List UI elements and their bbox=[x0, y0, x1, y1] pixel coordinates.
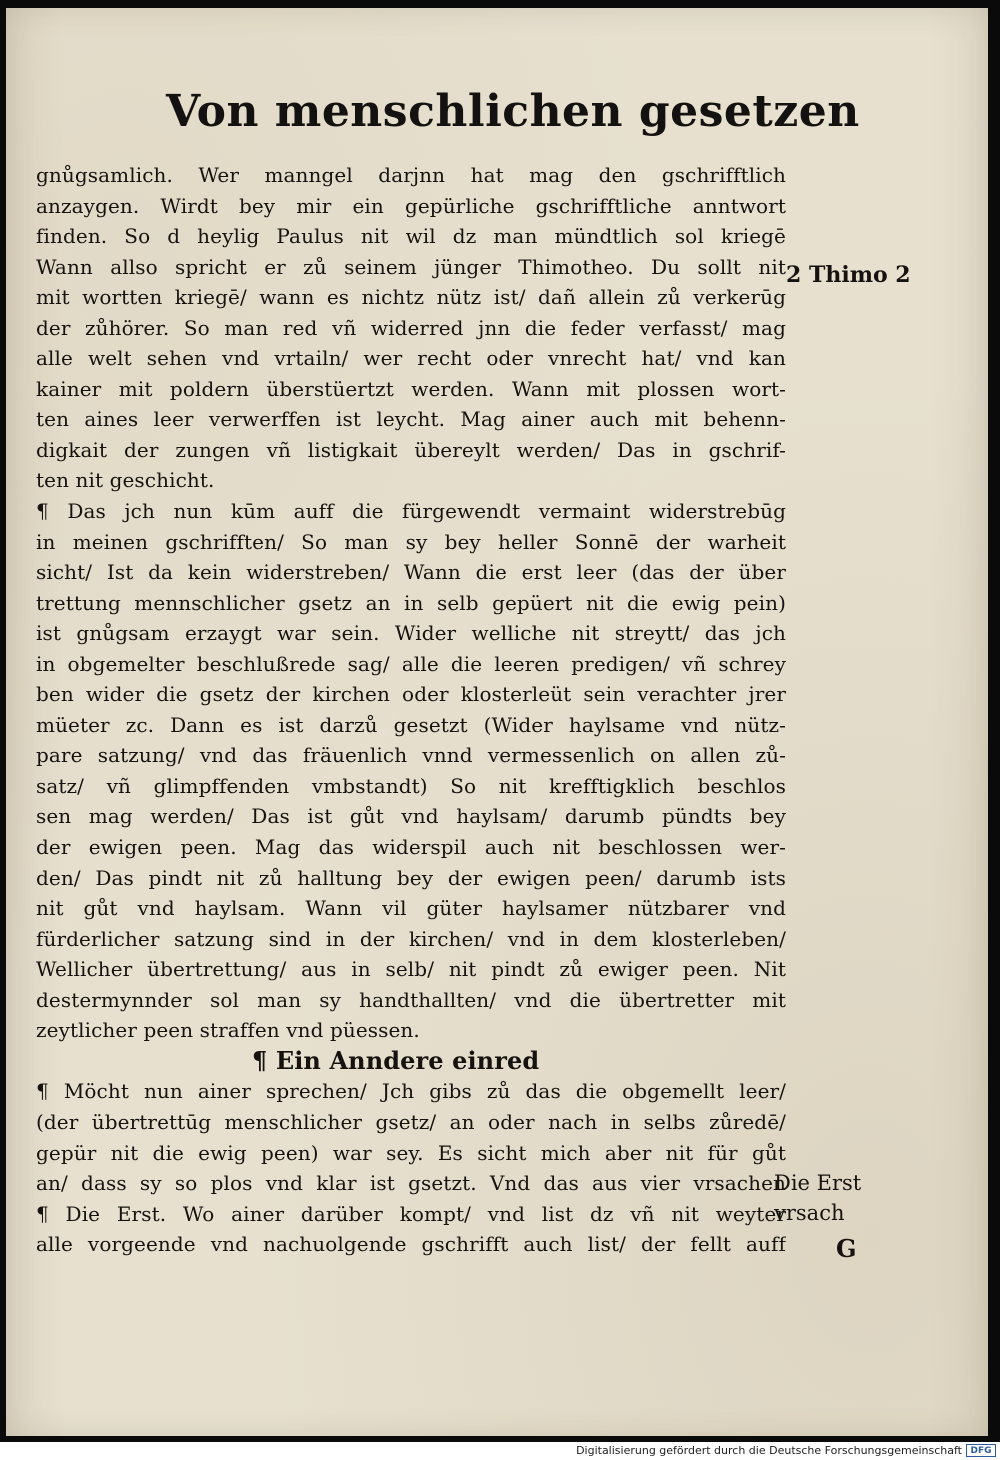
text-line: ¶ Das jch nun kūm auff die fürgewendt vermaint widerstrebūg bbox=[36, 499, 786, 524]
section-heading: ¶ Ein Anndere einred bbox=[252, 1045, 540, 1075]
margin-note-erst-line: vrsach bbox=[774, 1201, 845, 1225]
text-line: (der übertrettūg menschlicher gsetz/ an oder nach in selbs zůredē/ bbox=[36, 1109, 786, 1134]
text-line: in meinen gschrifften/ So man sy bey heller Sonnē der warheit bbox=[36, 529, 786, 554]
text-line: Wellicher übertrettung/ aus in selb/ nit pindt zů ewiger peen. Nit bbox=[36, 957, 786, 982]
text-line: pare satzung/ vnd das fräuenlich vnnd vermessenlich on allen zů- bbox=[36, 743, 786, 768]
margin-note-erst bbox=[774, 1168, 861, 1228]
margin-note-erst-line: Die Erst bbox=[774, 1171, 862, 1195]
text-line: der ewigen peen. Mag das widerspil auch nit beschlossen wer- bbox=[36, 835, 786, 860]
text-line: der zůhörer. So man red vñ widerred jnn die feder verfasst/ mag bbox=[36, 315, 786, 340]
text-line: destermynnder sol man sy handthallten/ vnd die übertretter mit bbox=[36, 987, 786, 1012]
text-line: digkait der zungen vñ listigkait übereylt werden/ Das in gschrif- bbox=[36, 437, 786, 462]
text-line: in obgemelter beschlußrede sag/ alle die leeren predigen/ vñ schrey bbox=[36, 651, 786, 676]
margin-note-thimo: 2 Thimo 2 bbox=[786, 262, 911, 288]
text-line: ten nit geschicht. bbox=[36, 468, 215, 493]
text-line: mit wortten kriegē/ wann es nichtz nütz ist/ dañ allein zů verkerūg bbox=[36, 285, 786, 310]
body-text bbox=[36, 160, 786, 1260]
text-line: sen mag werden/ Das ist gůt vnd haylsam/ darumb pündts bey bbox=[36, 804, 786, 829]
dfg-logo-icon: DFG bbox=[966, 1444, 996, 1457]
signature-mark: G bbox=[836, 1234, 857, 1263]
text-line: Wann allso spricht er zů seinem jünger Thimotheo. Du sollt nit bbox=[36, 254, 786, 279]
text-line: kainer mit poldern überstüertzt werden. Wann mit plossen wort- bbox=[36, 376, 786, 401]
text-line: nit gůt vnd haylsam. Wann vil güter haylsamer nützbarer vnd bbox=[36, 896, 786, 921]
text-line: ¶ Die Erst. Wo ainer darüber kompt/ vnd list dz vñ nit weyter bbox=[36, 1201, 786, 1226]
text-line: trettung mennschlicher gsetz an in selb gepüert nit die ewig pein) bbox=[36, 590, 786, 615]
text-line: gnůgsamlich. Wer manngel darjnn hat mag den gschrifftlich bbox=[36, 163, 786, 187]
text-line: gepür nit die ewig peen) war sey. Es sicht mich aber nit für gůt bbox=[36, 1140, 786, 1165]
text-line: an/ dass sy so plos vnd klar ist gsetzt. Vnd das aus vier vrsachen bbox=[36, 1171, 786, 1196]
text-line: alle welt sehen vnd vrtailn/ wer recht oder vnrecht hat/ vnd kan bbox=[36, 346, 786, 371]
text-line: ist gnůgsam erzaygt war sein. Wider welliche nit streytt/ das jch bbox=[36, 621, 786, 646]
text-line: anzaygen. Wirdt bey mir ein gepürliche gschrifftliche anntwort bbox=[36, 193, 786, 218]
text-line: alle vorgeende vnd nachuolgende gschrifft auch list/ der fellt auff bbox=[36, 1232, 786, 1257]
text-line: satz/ vñ glimpffenden vmbstandt) So nit krefftigklich beschlos bbox=[36, 773, 786, 798]
text-line: ben wider die gsetz der kirchen oder klosterleüt sein verachter jrer bbox=[36, 682, 786, 707]
text-line: fürderlicher satzung sind in der kirchen/ vnd in dem klosterleben/ bbox=[36, 926, 786, 951]
text-line: zeytlicher peen straffen vnd püessen. bbox=[36, 1018, 420, 1043]
footer-bar bbox=[0, 1442, 1000, 1460]
text-line: ¶ Möcht nun ainer sprechen/ Jch gibs zů das die obgemellt leer/ bbox=[36, 1079, 786, 1104]
running-head: Von menschlichen gesetzen bbox=[166, 86, 860, 137]
funding-credit: Digitalisierung gefördert durch die Deutsche Forschungsgemeinschaft bbox=[576, 1444, 962, 1457]
text-line: finden. So d heylig Paulus nit wil dz man mündtlich sol kriegē bbox=[36, 224, 786, 249]
text-line: sicht/ Ist da kein widerstreben/ Wann die erst leer (das der über bbox=[36, 560, 786, 585]
text-line: ten aines leer verwerffen ist leycht. Mag ainer auch mit behenn- bbox=[36, 407, 786, 432]
text-line: den/ Das pindt nit zů halltung bey der ewigen peen/ darumb ists bbox=[36, 865, 786, 890]
text-line: müeter zc. Dann es ist darzů gesetzt (Wider haylsame vnd nütz- bbox=[36, 712, 786, 737]
book-page bbox=[6, 8, 988, 1436]
